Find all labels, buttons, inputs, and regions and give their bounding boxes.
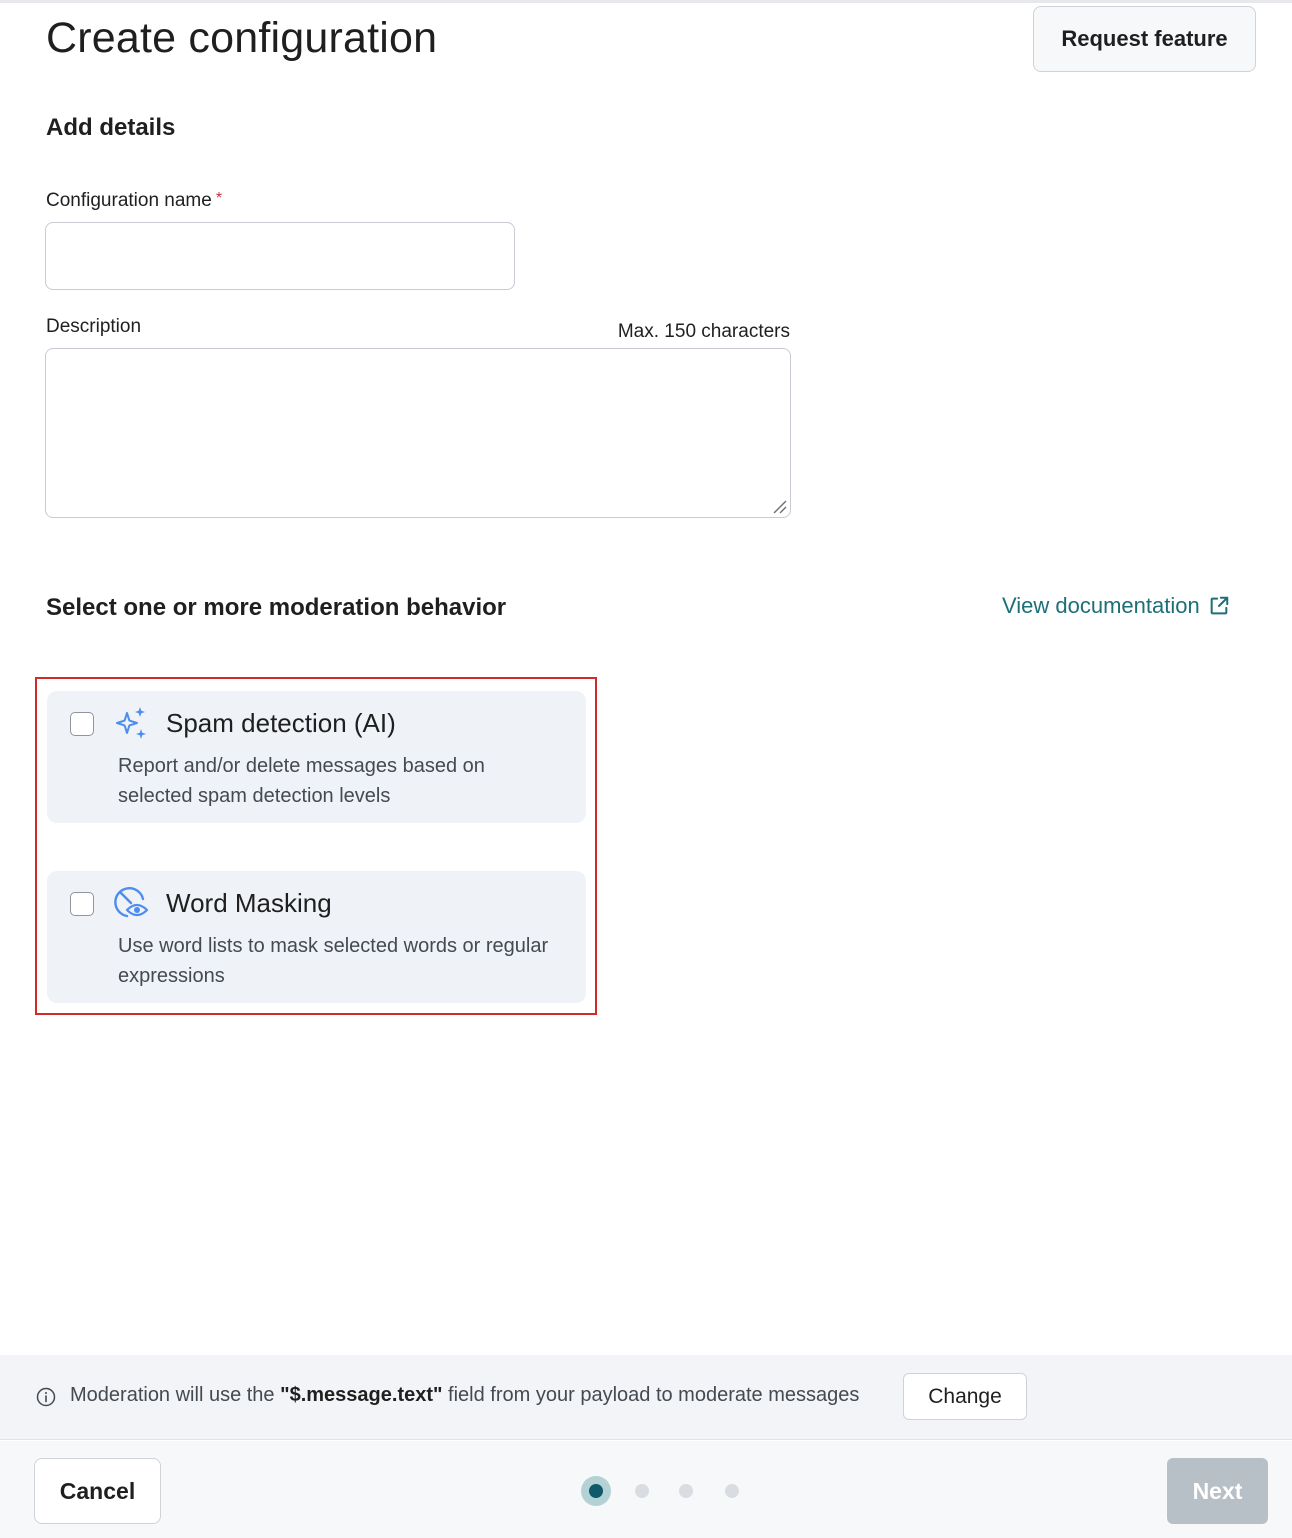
spam-detection-checkbox[interactable]: [70, 712, 94, 736]
required-marker: *: [215, 190, 223, 207]
configuration-name-label: [46, 190, 222, 212]
cancel-button[interactable]: Cancel: [34, 1458, 161, 1524]
spam-detection-description: Report and/or delete messages based on selected spam detection levels: [118, 755, 485, 807]
request-feature-button[interactable]: Request feature: [1033, 6, 1256, 72]
spam-detection-title: Spam detection (AI): [166, 708, 396, 738]
next-button[interactable]: Next: [1167, 1458, 1268, 1524]
moderation-behavior-heading: Select one or more moderation behavior: [46, 594, 507, 621]
step-indicator-3: [679, 1484, 693, 1498]
word-masking-title: Word Masking: [166, 888, 332, 918]
description-char-limit: Max. 150 characters: [617, 321, 790, 342]
configuration-name-label-text: Configuration name: [46, 190, 212, 211]
external-link-icon: [1208, 595, 1230, 617]
description-label: Description: [46, 316, 142, 337]
eye-mask-icon: [113, 885, 149, 921]
view-documentation-label: View documentation: [1002, 593, 1200, 618]
page-title: Create configuration: [46, 14, 438, 62]
payload-info-text: [70, 1384, 859, 1407]
payload-info-text-after: field from your payload to moderate messages: [442, 1384, 860, 1406]
top-divider: [0, 0, 1292, 3]
resize-grip-icon[interactable]: [771, 498, 787, 514]
step-indicator-1: [581, 1476, 611, 1506]
word-masking-checkbox[interactable]: [70, 892, 94, 916]
step-indicator-2: [635, 1484, 649, 1498]
payload-info-text-before: Moderation will use the: [70, 1384, 281, 1406]
step-indicator-4: [725, 1484, 739, 1498]
description-textarea[interactable]: [45, 348, 791, 518]
change-field-button[interactable]: Change: [903, 1373, 1027, 1420]
payload-field-path: "$.message.text": [280, 1384, 443, 1406]
info-icon: [36, 1387, 56, 1407]
add-details-heading: Add details: [46, 114, 176, 141]
word-masking-card[interactable]: [47, 871, 586, 1003]
sparkles-icon: [113, 705, 149, 741]
configuration-name-input[interactable]: [45, 222, 515, 290]
spam-detection-card[interactable]: [47, 691, 586, 823]
word-masking-description: Use word lists to mask selected words or regular expressions: [118, 935, 549, 987]
view-documentation-link[interactable]: [1002, 593, 1230, 619]
